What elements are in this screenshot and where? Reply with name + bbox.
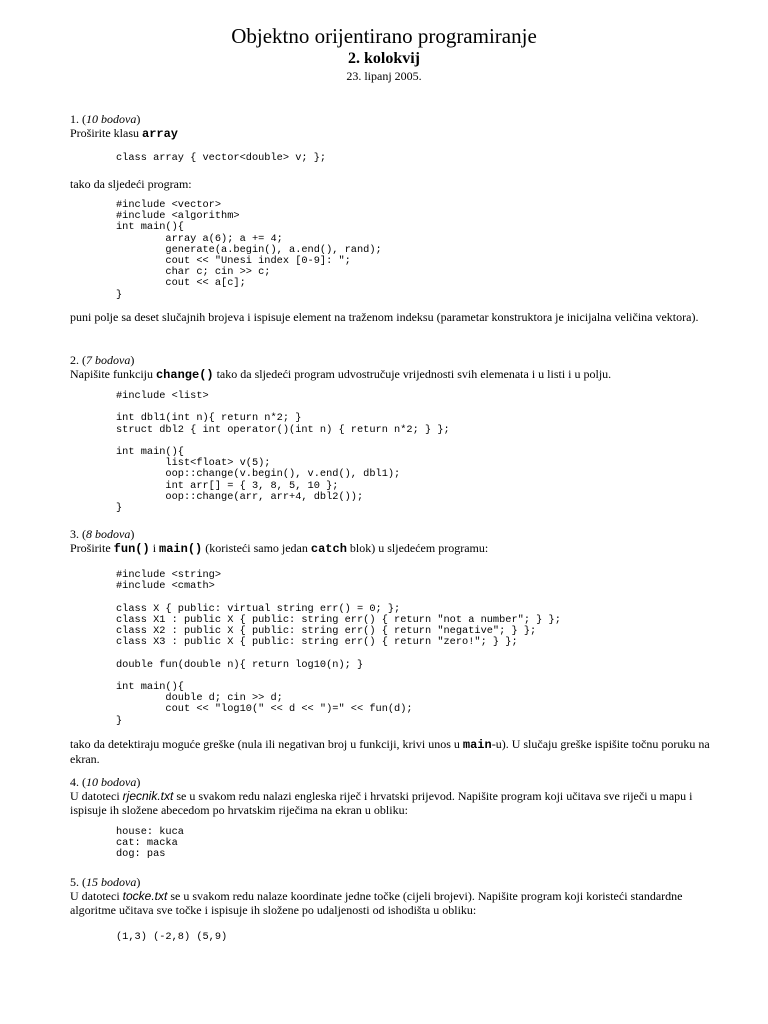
q4-heading bbox=[70, 775, 710, 789]
q4-intro-text-2: se u svakom redu nalazi engleska riječ i hrvatski prijevod. Napišite program koji učitava sve riječi u mapu i ispisuje ih složene abecedom po hrvatskim riječima na ekran u obliku: bbox=[70, 789, 693, 817]
q3-keyword-main: main() bbox=[159, 542, 203, 556]
q3-points: 8 bodova bbox=[86, 527, 131, 541]
q1-code-program: #include <vector> #include <algorithm> int main(){ array a(6); a += 4; generate(a.begin(), a.end(), rand); cout << "Unesi index [0-9]: "; char c; cin >> c; cout << a[c]; } bbox=[116, 199, 382, 301]
q3-number: 3. ( bbox=[70, 527, 86, 541]
q3-intro-and: i bbox=[149, 541, 160, 555]
q1-intro bbox=[70, 126, 710, 141]
q1-intro-text: Proširite klasu bbox=[70, 126, 142, 140]
q5-code: (1,3) (-2,8) (5,9) bbox=[116, 931, 228, 943]
q3-intro bbox=[70, 541, 710, 556]
q1-points: 10 bodova bbox=[86, 112, 137, 126]
q5-heading bbox=[70, 875, 710, 889]
q1-number: 1. ( bbox=[70, 112, 86, 126]
q3-keyword-catch: catch bbox=[310, 542, 347, 556]
q5-number: 5. ( bbox=[70, 875, 86, 889]
q3-heading bbox=[70, 527, 710, 541]
q1-heading bbox=[70, 112, 710, 126]
q2-number: 2. ( bbox=[70, 353, 86, 367]
q1-mid-text: tako da sljedeći program: bbox=[70, 177, 192, 191]
q5-points: 15 bodova bbox=[86, 875, 137, 889]
q3-close: ) bbox=[130, 527, 135, 541]
q1-code-class: class array { vector<double> v; }; bbox=[116, 152, 327, 164]
document-subtitle: 2. kolokvij bbox=[347, 50, 420, 67]
q5-intro bbox=[70, 889, 710, 917]
q2-intro-text-2: tako da sljedeći program udvostručuje vrijednosti svih elemenata i u listi i u polju. bbox=[213, 367, 612, 381]
q2-heading bbox=[70, 353, 710, 367]
q3-outro-keyword: main bbox=[462, 738, 492, 752]
q3-code: #include <string> #include <cmath> class X { public: virtual string err() = 0; }; class X1 : public X { public: string err() { return "not a number"; } }; class X2 : public X { public: string err() { return "negative"; } }; class X3 : public X { public: string err() { return "zero!"; } }; double fun(double n){ return log10(n); } int main(){ double d; cin >> d; cout << "log10(" << d << ")=" << fun(d); } bbox=[116, 569, 561, 727]
q4-filename: rjecnik.txt bbox=[122, 789, 174, 803]
q1-outro: puni polje sa deset slučajnih brojeva i ispisuje element na traženom indeksu (parametar konstruktora je inicijalna veličina vektora). bbox=[70, 310, 699, 324]
q2-code: #include <list> int dbl1(int n){ return n*2; } struct dbl2 { int operator()(int n) { return n*2; } }; int main(){ list<float> v(5); oop::change(v.begin(), v.end(), dbl1); int arr[] = { 3, 8, 5, 10 }; oop::change(arr, arr+4, dbl2()); } bbox=[116, 390, 450, 515]
q2-close: ) bbox=[130, 353, 135, 367]
q4-code: house: kuca cat: macka dog: pas bbox=[116, 826, 184, 861]
document-title: Objektno orijentirano programiranje bbox=[231, 24, 537, 48]
q1-close: ) bbox=[136, 112, 141, 126]
q3-outro bbox=[70, 737, 710, 766]
q4-intro bbox=[70, 789, 710, 817]
q2-intro-text: Napišite funkciju bbox=[70, 367, 156, 381]
q5-filename: tocke.txt bbox=[122, 889, 168, 903]
q5-close: ) bbox=[136, 875, 141, 889]
document-date: 23. lipanj 2005. bbox=[346, 69, 422, 83]
q2-intro bbox=[70, 367, 710, 382]
q3-outro-text-2: -u). U slučaju greške ispišite točnu poruku na ekran. bbox=[70, 737, 710, 766]
q3-intro-text: Proširite bbox=[70, 541, 114, 555]
q4-close: ) bbox=[136, 775, 141, 789]
q2-intro-keyword: change() bbox=[155, 368, 214, 382]
q3-outro-text: tako da detektiraju moguće greške (nula ili negativan broj u funkciji, krivi unos u bbox=[70, 737, 463, 751]
q4-points: 10 bodova bbox=[86, 775, 137, 789]
q3-intro-text-2: (koristeći samo jedan bbox=[202, 541, 311, 555]
q2-points: 7 bodova bbox=[86, 353, 131, 367]
q3-intro-text-3: blok) u sljedećem programu: bbox=[346, 541, 489, 555]
q1-intro-keyword: array bbox=[142, 127, 179, 141]
q5-intro-text-2: se u svakom redu nalaze koordinate jedne točke (cijeli brojevi). Napišite program koji koristeći standardne algoritme učitava sve točke i ispisuje ih složene po udaljenosti od ishodišta u obliku: bbox=[70, 889, 683, 917]
q4-intro-text: U datoteci bbox=[70, 789, 123, 803]
q3-keyword-fun: fun() bbox=[113, 542, 150, 556]
q4-number: 4. ( bbox=[70, 775, 86, 789]
q5-intro-text: U datoteci bbox=[70, 889, 123, 903]
